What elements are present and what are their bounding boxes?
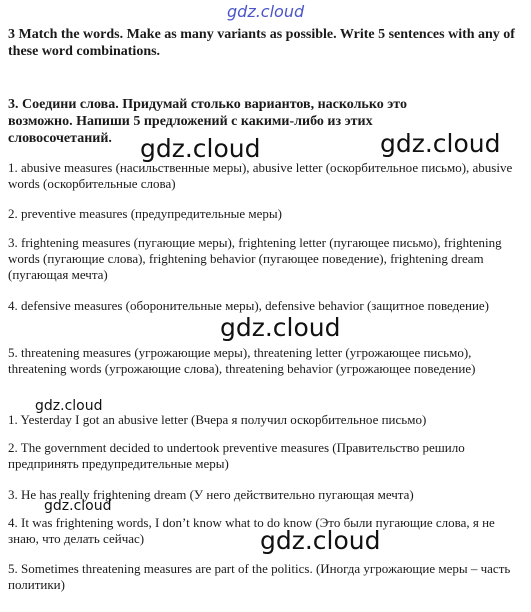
task-russian: 3. Соедини слова. Придумай столько вариантов, насколько это возможно. Напиши 5 предложений с какими-либо из этих словосочетаний. [8, 97, 407, 146]
sentence-item: 3. He has really frightening dream (У него действительно пугающая мечта) [8, 487, 414, 502]
sentence-item: 5. Sometimes threatening measures are part of the politics. (Иногда угрожающие меры – часть политики) [8, 561, 511, 592]
watermark: gdz.cloud [140, 134, 261, 163]
sentence-item: 1. Yesterday I got an abusive letter (Вчера я получил оскорбительное письмо) [8, 412, 427, 427]
watermark: gdz.cloud [220, 313, 341, 342]
watermark: gdz.cloud [260, 526, 381, 555]
task-english: 3 Match the words. Make as many variants as possible. Write 5 sentences with any of these word combinations. [8, 27, 515, 59]
watermark: gdz.cloud [35, 398, 103, 414]
combo-item: 5. threatening measures (угрожающие меры), threatening letter (угрожающее письмо), threatening words (угрожающие слова), threatening behavior (угрожающее поведение) [8, 345, 476, 376]
watermark-top: gdz.cloud [227, 2, 305, 21]
sentence-item: 2. The government decided to undertook preventive measures (Правительство решило предпринять предупредительные меры) [8, 440, 465, 471]
combo-item: 3. frightening measures (пугающие меры), frightening letter (пугающее письмо), frightening words (пугающие слова), frightening behavior (пугающее поведение), frightening dream (пугающая мечта) [8, 235, 502, 282]
watermark: gdz.cloud [44, 498, 112, 514]
combo-item: 4. defensive measures (оборонительные меры), defensive behavior (защитное поведение) [8, 298, 489, 313]
combo-item: 2. preventive measures (предупредительные меры) [8, 206, 282, 221]
watermark: gdz.cloud [380, 129, 501, 158]
sentence-item: 4. It was frightening words, I don’t know what to do know (Это были пугающие слова, я не знаю, что делать сейчас) [8, 515, 495, 546]
combo-item: 1. abusive measures (насильственные меры), abusive letter (оскорбительное письмо), abusive words (оскорбительные слова) [8, 160, 513, 191]
